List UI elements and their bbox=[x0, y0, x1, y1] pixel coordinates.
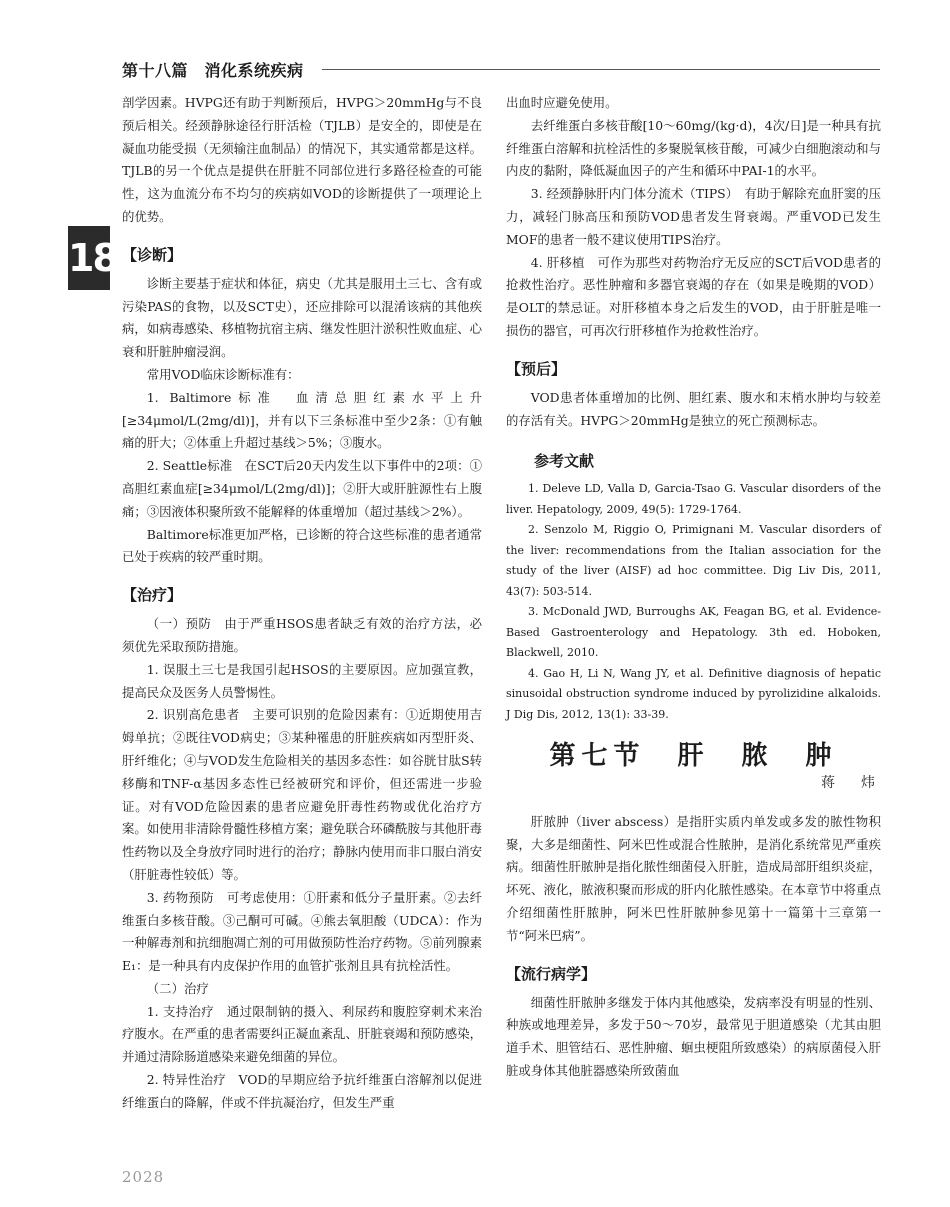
right-column bbox=[506, 92, 881, 1083]
seattle-criteria: 2. Seattle标准 在SCT后20天内发生以下事件中的2项：①高胆红素血症[≥34μmol/L(2mg/dl)]；②肝大或肝脏源性右上腹痛；③因液体积聚所致不能解释的体重增加（超过基线＞2%）。 bbox=[122, 458, 482, 519]
prevention-title: （一）预防 由于严重HSOS患者缺乏有效的治疗方法，必须优先采取预防措施。 bbox=[122, 616, 482, 654]
prevention-item-3: 3. 药物预防 可考虑使用：①肝素和低分子量肝素。②去纤维蛋白多核苷酸。③己酮可可碱。④熊去氧胆酸（UDCA）：作为一种解毒剂和抗细胞凋亡剂的可用做预防性治疗药物。⑤前列腺素E₁：是一种具有内皮保护作用的血管扩张剂且具有抗栓活性。 bbox=[122, 889, 482, 974]
tips-paragraph: 3. 经颈静脉肝内门体分流术（TIPS） 有助于解除充血肝窦的压力，减轻门脉高压和预防VOD患者发生肾衰竭。严重VOD已发生MOF的患者一般不建议使用TIPS治疗。 bbox=[506, 186, 881, 247]
left-column bbox=[122, 92, 482, 1115]
defibrotide-paragraph: 去纤维蛋白多核苷酸[10～60mg/(kg·d)，4次/日]是一种具有抗纤维蛋白溶解和抗栓活性的多聚脱氧核苷酸，可减少白细胞滚动和与内皮的黏附，降低凝血因子的产生和循环中PAI-1的水平。 bbox=[506, 117, 881, 179]
epidemiology-heading: 【流行病学】 bbox=[506, 964, 597, 983]
reference-item: 1. Deleve LD, Valla D, Garcia-Tsao G. Vascular disorders of the liver. Hepatology, 2009, 49(5): 1729-1764. bbox=[506, 482, 881, 516]
reference-item: 2. Senzolo M, Riggio O, Primignani M. Vascular disorders of the liver: recommendations from the Italian association for the study of the liver (AISF) ad hoc committee. Dig Liv Dis, 2011, 43(7): 503-514. bbox=[506, 523, 881, 598]
epidemiology-paragraph: 细菌性肝脓肿多继发于体内其他感染，发病率没有明显的性别、种族或地理差异，多发于50～70岁，最常见于胆道感染（尤其由胆道手术、胆管结石、恶性肿瘤、蛔虫梗阻所致感染）的病原菌侵入肝脏或身体其他脏器感染所致菌血 bbox=[506, 994, 881, 1078]
diagnosis-paragraph-2: 常用VOD临床诊断标准有： bbox=[146, 366, 300, 382]
liver-transplant-paragraph: 4. 肝移植 可作为那些对药物治疗无反应的SCT后VOD患者的抢救性治疗。恶性肿瘤和多器官衰竭的存在（如果是晚期的VOD）是OLT的禁忌证。对肝移植本身之后发生的VOD，由于肝脏是唯一损伤的器官，可再次行肝移植作为抢救性治疗。 bbox=[506, 254, 881, 338]
header-rule bbox=[322, 69, 880, 70]
prevention-item-1: 1. 误服土三七是我国引起HSOS的主要原因。应加强宣教，提高民众及医务人员警惕性。 bbox=[122, 661, 482, 700]
continuation-text: 出血时应避免使用。 bbox=[506, 95, 618, 110]
page-number: 2028 bbox=[122, 1168, 165, 1186]
prognosis-paragraph: VOD患者体重增加的比例、胆红素、腹水和末梢水肿均与较差的存活有关。HVPG＞20mmHg是独立的死亡预测标志。 bbox=[506, 389, 881, 428]
reference-item: 3. McDonald JWD, Burroughs AK, Feagan BG, et al. Evidence-Based Gastroenterology and Hepatology. 3th ed. Hoboken, Blackwell, 2010. bbox=[506, 605, 881, 660]
treatment-heading: 【治疗】 bbox=[122, 586, 183, 605]
references-heading: 参考文献 bbox=[534, 452, 595, 471]
therapy-item-2: 2. 特异性治疗 VOD的早期应给予抗纤维蛋白溶解剂以促进纤维蛋白的降解，伴或不伴抗凝治疗，但发生严重 bbox=[122, 1072, 482, 1110]
therapy-title: （二）治疗 bbox=[146, 980, 209, 996]
diagnosis-paragraph-3: Baltimore标准更加严格，已诊断的符合这些标准的患者通常已处于疾病的较严重时期。 bbox=[122, 526, 482, 565]
baltimore-criteria: 1. Baltimore标准 血清总胆红素水平上升[≥34μmol/L(2mg/dl)]，并有以下三条标准中至少2条：①有触痛的肝大；②体重上升超过基线＞5%；③腹水。 bbox=[122, 389, 482, 451]
running-header bbox=[122, 58, 880, 80]
diagnosis-heading: 【诊断】 bbox=[122, 245, 183, 264]
header-title: 第十八篇 消化系统疾病 bbox=[122, 61, 304, 80]
prevention-item-2: 2. 识别高危患者 主要可识别的危险因素有：①近期使用吉姆单抗；②既往VOD病史；③某种罹患的肝脏疾病如丙型肝炎、肝纤维化；④与VOD发生危险相关的基因多态性：如谷胱甘肽S转移酶和TNF-α基因多态性已经被研究和评价，但还需进一步验证。对有VOD危险因素的患者应避免肝毒性药物或优化治疗方案。如使用非清除骨髓性移植方案；避免联合环磷酰胺与其他肝毒性药物以及全身放疗同时进行的治疗；静脉内使用而非口服白消安（肝脏毒性较低）等。 bbox=[122, 707, 482, 882]
prognosis-heading: 【预后】 bbox=[506, 359, 567, 378]
section-title: 第七节 肝 脓 肿 bbox=[549, 741, 838, 772]
author-name: 蒋 炜 bbox=[821, 774, 881, 791]
chapter-tab: 18 bbox=[68, 226, 110, 290]
therapy-item-1: 1. 支持治疗 通过限制钠的摄入、利尿药和腹腔穿刺术来治疗腹水。在严重的患者需要纠正凝血紊乱、肝脏衰竭和预防感染，并通过清除肠道感染来避免细菌的异位。 bbox=[122, 1003, 482, 1065]
abscess-intro-paragraph: 肝脓肿（liver abscess）是指肝实质内单发或多发的脓性物积聚，大多是细菌性、阿米巴性或混合性脓肿，是消化系统常见严重疾病。细菌性肝脓肿是指化脓性细菌侵入肝脏，造成局部肝组织炎症，坏死、液化，脓液积聚而形成的肝内化脓性感染。在本章节中将重点介绍细菌性肝脓肿，阿米巴性肝脓肿参见第十一篇第十三章第一节“阿米巴病”。 bbox=[506, 813, 881, 943]
reference-item: 4. Gao H, Li N, Wang JY, et al. Definitive diagnosis of hepatic sinusoidal obstruction syndrome induced by pyrolizidine alkaloids. J Dig Dis, 2012, 13(1): 33-39. bbox=[506, 666, 881, 721]
intro-paragraph: 剖学因素。HVPG还有助于判断预后，HVPG＞20mmHg与不良预后相关。经颈静脉途径行肝活检（TJLB）是安全的，即使是在凝血功能受损（无须输注血制品）的情况下，其实通常都是这样。TJLB的另一个优点是提供在肝脏不同部位进行多路径检查的可能性，这为血流分布不均匀的疾病如VOD的诊断提供了一项理论上的优势。 bbox=[122, 95, 482, 224]
diagnosis-paragraph-1: 诊断主要基于症状和体征，病史（尤其是服用土三七、含有或污染PAS的食物，以及SCT史），还应排除可以混淆该病的其他疾病，如病毒感染、移植物抗宿主病、继发性胆汁淤积性败血症、心衰和肝脏肿瘤浸润。 bbox=[122, 275, 482, 360]
